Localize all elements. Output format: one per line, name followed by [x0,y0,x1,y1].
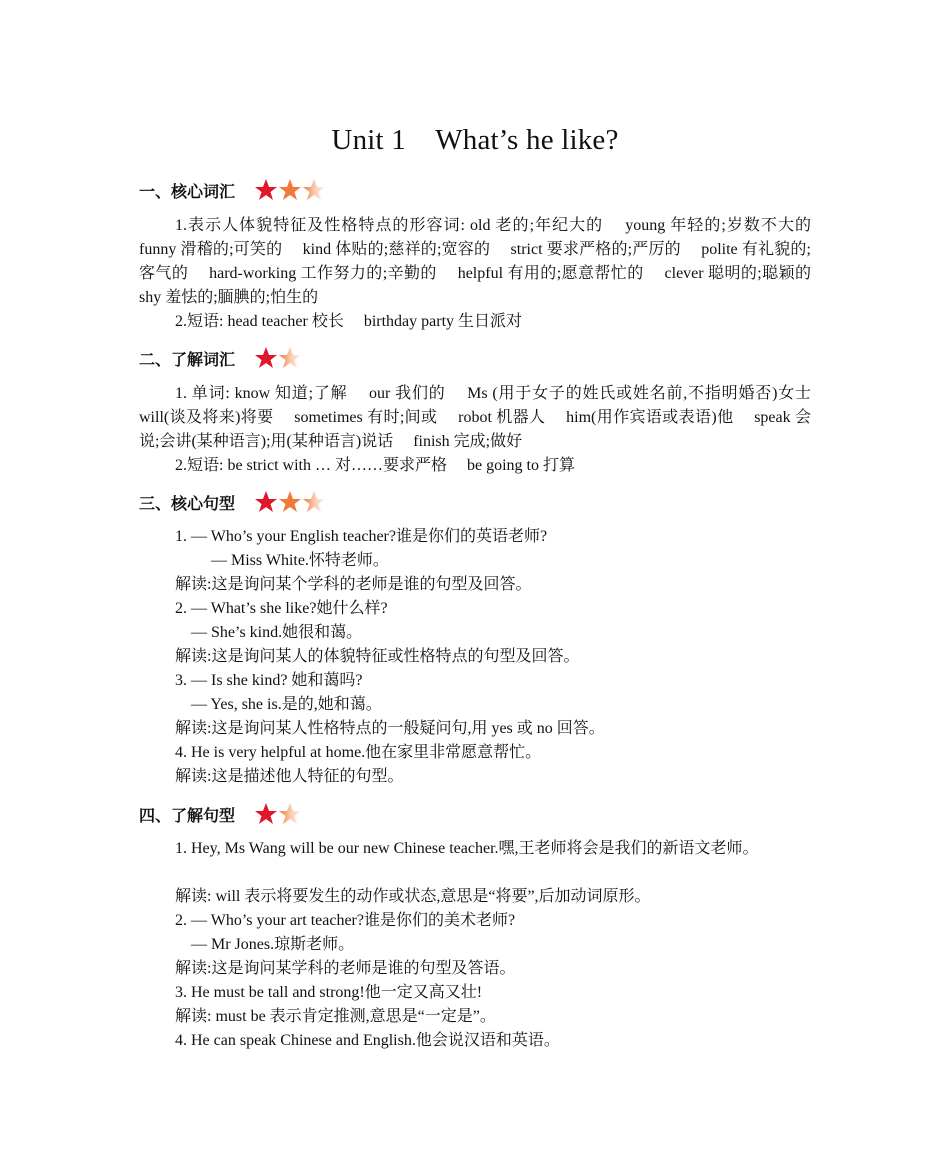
sentence-explanation: 解读:这是询问某个学科的老师是谁的句型及回答。 [175,576,532,593]
sentence-line: — Yes, she is.是的,她和蔼。 [191,696,382,713]
rating-stars [253,802,301,826]
sentence-line: 4. He can speak Chinese and English.他会说汉语和英语。 [175,1032,560,1049]
star-icon [277,490,303,514]
rating-stars [253,346,301,370]
sentence-explanation: 解读: must be 表示肯定推测,意思是“一定是”。 [175,1008,496,1025]
star-icon [253,490,279,514]
extra-vocabulary-words: 1. 单词: know 知道;了解 our 我们的 Ms (用于女子的姓氏或姓名前,不指明婚否)女士 will(谈及将来)将要 sometimes 有时;间或 robot 机器人 him(用作宾语或表语)他 speak 会说;会讲(某种语言);用(某种语言)说话 finish 完成;做好 [139,385,832,450]
section-heading-text: 三、核心句型 [139,493,236,513]
core-vocabulary-adjectives: 1.表示人体貌特征及性格特点的形容词: old 老的;年纪大的 young 年轻的;岁数不大的 funny 滑稽的;可笑的 kind 体贴的;慈祥的;宽容的 strict 要求严格的;严厉的 polite 有礼貌的;客气的 hard-working 工作努力的;辛勤的 helpful 有用的;愿意帮忙的 clever 聪明的;聪颖的 shy 羞怯的;腼腆的;怕生的 [139,217,832,306]
sentence-explanation: 解读:这是询问某人的体貌特征或性格特点的句型及回答。 [175,648,580,665]
section-heading-extra-vocabulary [139,346,301,370]
sentence-line: 2. — What’s she like?她什么样? [175,600,388,617]
sentence-line: 2. — Who’s your art teacher?谁是你们的美术老师? [175,912,516,929]
sentence-line: 3. He must be tall and strong!他一定又高又壮! [175,984,483,1001]
core-vocabulary-phrases: 2.短语: head teacher 校长 birthday party 生日派对 [175,313,523,330]
faded-star-icon [277,346,303,370]
section-heading-extra-sentences [139,802,301,826]
sentence-line: — Miss White.怀特老师。 [211,552,389,569]
faded-star-icon [277,802,303,826]
sentence-line: 1. — Who’s your English teacher?谁是你们的英语老师? [175,528,548,545]
star-icon [277,178,303,202]
faded-star-icon [301,178,327,202]
page-title: Unit 1 What’s he like? [331,124,619,156]
sentence-explanation: 解读:这是询问某人性格特点的一般疑问句,用 yes 或 no 回答。 [175,720,605,737]
sentence-explanation: 解读: will 表示将要发生的动作或状态,意思是“将要”,后加动词原形。 [175,888,651,905]
faded-star-icon [301,490,327,514]
star-icon [253,346,279,370]
section-heading-text: 一、核心词汇 [139,181,236,201]
section-heading-text: 四、了解句型 [139,805,236,825]
sentence-line: — She’s kind.她很和蔼。 [191,624,363,641]
sentence-explanation: 解读:这是描述他人特征的句型。 [175,768,404,785]
sentence-line: 1. Hey, Ms Wang will be our new Chinese teacher.嘿,王老师将会是我们的新语文老师。 [175,840,759,857]
extra-vocabulary-phrases: 2.短语: be strict with … 对……要求严格 be going to 打算 [175,457,575,474]
star-icon [253,178,279,202]
rating-stars [253,490,325,514]
section-heading-text: 二、了解词汇 [139,349,236,369]
sentence-line: 3. — Is she kind? 她和蔼吗? [175,672,363,689]
section-heading-core-sentences [139,490,325,514]
sentence-line: 4. He is very helpful at home.他在家里非常愿意帮忙。 [175,744,542,761]
sentence-line: — Mr Jones.琼斯老师。 [191,936,355,953]
star-icon [253,802,279,826]
rating-stars [253,178,325,202]
sentence-explanation: 解读:这是询问某学科的老师是谁的句型及答语。 [175,960,516,977]
section-heading-core-vocabulary [139,178,325,202]
